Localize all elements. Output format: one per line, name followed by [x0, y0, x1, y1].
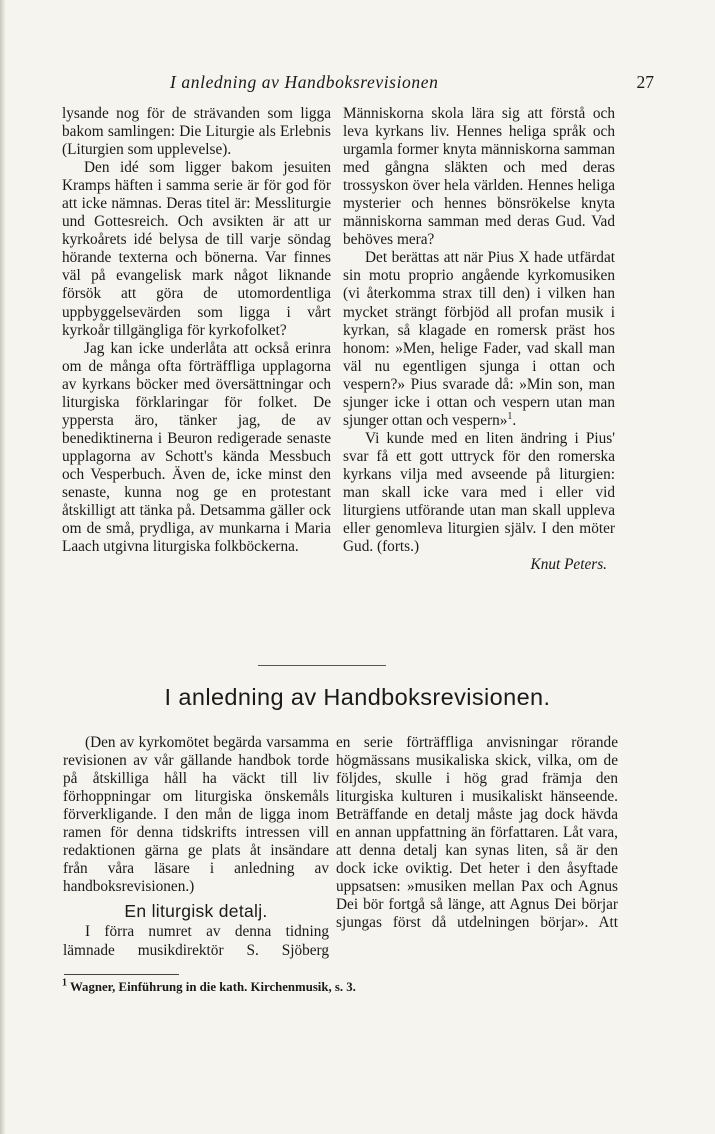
paragraph: Vi kunde med en liten ändring i Pius' svar få ett gott uttryck för den romerska kyrkans vilja med avseende på liturgien: man skall icke vara med i eller vid liturgiens utförande utan man skall uppleva eller genomleva liturgien själv. I den möter Gud. (forts.)	[343, 429, 615, 556]
running-title: I anledning av Handboksrevisionen	[170, 72, 439, 92]
section-heading: En liturgisk detalj.	[124, 901, 268, 922]
editorial-intro: (Den av kyrkomötet begärda varsamma revisionen av vår gällande handbok torde på åtskilliga håll ha väckt till liv förhoppningar om liturgiska önskemåls förverkligande. I den mån de ligga inom ramen för denna tidskrifts intressen vill redaktionen gärna ge plats åt insändare från våra läsare i anledning av handboksrevisionen.)	[63, 734, 329, 896]
footnote-reference: 1	[507, 410, 513, 422]
article-left-column	[63, 734, 329, 960]
article-right-column	[336, 734, 618, 933]
right-column	[343, 105, 615, 574]
footnote-marker: 1	[62, 977, 67, 989]
section-divider	[258, 665, 386, 666]
page-spine-shadow	[0, 0, 5, 1134]
paragraph-with-footnote: Det berättas att när Pius X hade utfärdat sin motu proprio angående kyrkomusiken (vi återkomma strax till den) i vilken han mycket strängt förbjöd all profan musik i kyrkan, så klagade en romersk präst hos honom: »Men, helige Fader, vad skall man väl nu egentligen sjunga i ottan och vespern?» Pius svarade då: »Min son, man sjunger icke i ottan och vespern utan man sjunger ottan och vespern»$^1$.	[343, 249, 615, 429]
paragraph: lysande nog för de strävanden som ligga bakom samlingen: Die Liturgie als Erlebnis (Liturgien som upplevelse).	[62, 105, 331, 159]
article-title: I anledning av Handboksrevisionen.	[164, 684, 551, 710]
footnote	[62, 977, 622, 995]
author-signature: Knut Peters.	[530, 556, 607, 574]
paragraph: Den idé som ligger bakom jesuiten Kramps häften i samma serie är för god för att icke nämnas. Deras titel är: Messliturgie und Gottesreich. Och avsikten är att ur kyrkoårets idé belysa de till varje söndag hörande texterna och bönerna. Var finnes väl på evangelisk mark något liknande försök att göra de utomordentliga uppbyggelsevärden som ligga i vårt kyrkoår tillgängliga för kyrkofolket?	[62, 159, 331, 339]
paragraph: Jag kan icke underlåta att också erinra om de många ofta förträffliga upplagorna av kyrkans böcker med översättningar och liturgiska förklaringar för folket. De yppersta äro, tänker jag, de av benediktinerna i Beuron redigerade senaste upplagorna av Schott's kända Messbuch och Vesperbuch. Även de, icke minst den senaste, kunna nog ge en protestant åtskilligt att tänka på. Detsamma gäller ock om de små, prydliga, av munkarna i Maria Laach utgivna liturgiska folkböckerna.	[62, 339, 331, 556]
paragraph-text: Det berättas att när Pius X hade utfärdat sin motu proprio angående kyrkomusiken (vi återkomma strax till den) i vilken han mycket strängt förbjöd all profan musik i kyrkan, så klagade en romersk präst hos honom: »Men, helige Fader, vad skall man väl nu egentligen sjunga i ottan och vespern?» Pius svarade då: »Min son, man sjunger icke i ottan och vespern utan man sjunger ottan och vespern»	[343, 249, 615, 429]
footnote-rule	[64, 974, 179, 975]
paragraph: en serie förträffliga anvisningar rörande högmässans musikaliska skick, vilka, om de följdes, skulle i hög grad främja den liturgiska kulturen i musikaliskt hänseende. Beträffande en detalj måste jag dock hävda en annan uppfattning än författaren. Låt vara, att denna detalj kan synas liten, så är den dock icke oviktig. Det heter i den åsyftade uppsatsen: »musiken mellan Pax och Agnus Dei bör fortgå så länge, att Agnus Dei börjar sjungas först då utdelningen börjar». Att	[336, 734, 618, 932]
page-number: 27	[636, 72, 654, 92]
paragraph: Människorna skola lära sig att förstå och leva kyrkans liv. Hennes heliga språk och urgamla former knyta människorna samman med gångna släkten och med deras trossyskon över hela världen. Hennes heliga mysterier och hennes bönsrökelse knyta människorna samman med deras Gud. Vad behöves mera?	[343, 105, 615, 249]
footnote-text: Wagner, Einführung in die kath. Kirchenmusik, s. 3.	[69, 980, 356, 994]
paragraph: I förra numret av denna tidning lämnade musikdirektör S. Sjöberg	[63, 923, 329, 959]
running-head	[62, 72, 662, 96]
left-column	[62, 105, 331, 556]
